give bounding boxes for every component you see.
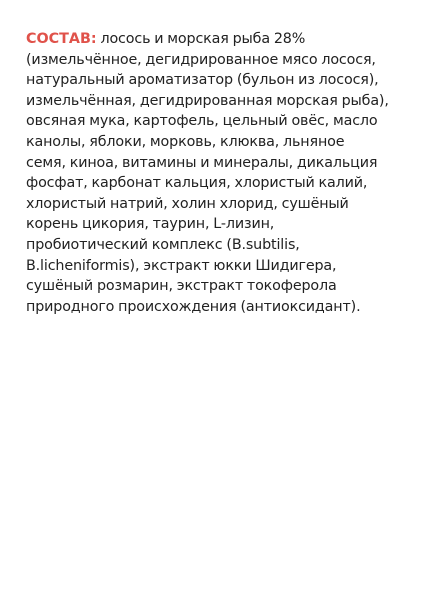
composition-line: корень цикория, таурин, L-лизин, — [26, 216, 275, 233]
composition-line: сушёный розмарин, экстракт токоферола — [26, 278, 337, 295]
composition-line: овсяная мука, картофель, цельный овёс, масло — [26, 113, 378, 130]
composition-line: фосфат, карбонат кальция, хлористый калий, — [26, 175, 368, 192]
composition-label: СОСТАВ: — [26, 31, 97, 47]
composition-line: B.licheniformis), экстракт юкки Шидигера, — [26, 257, 337, 274]
composition-line: натуральный ароматизатор (бульон из лосося), — [26, 72, 379, 89]
composition-line: (измельчённое, дегидрированное мясо лосося, — [26, 51, 376, 68]
composition-line — [26, 29, 426, 50]
composition-line: хлористый натрий, холин хлорид, сушёный — [26, 195, 349, 212]
composition-line: пробиотический комплекс (B.subtilis, — [26, 236, 300, 253]
composition-line-text: лосось и морская рыба 28% — [96, 31, 306, 47]
composition-line: природного происхождения (антиоксидант). — [26, 298, 361, 315]
composition-line: семя, киноа, витамины и минералы, дикальция — [26, 154, 378, 171]
composition-line: канолы, яблоки, морковь, клюква, льняное — [26, 133, 345, 150]
composition-text — [26, 29, 426, 317]
composition-line: измельчённая, дегидрированная морская рыба), — [26, 92, 389, 109]
